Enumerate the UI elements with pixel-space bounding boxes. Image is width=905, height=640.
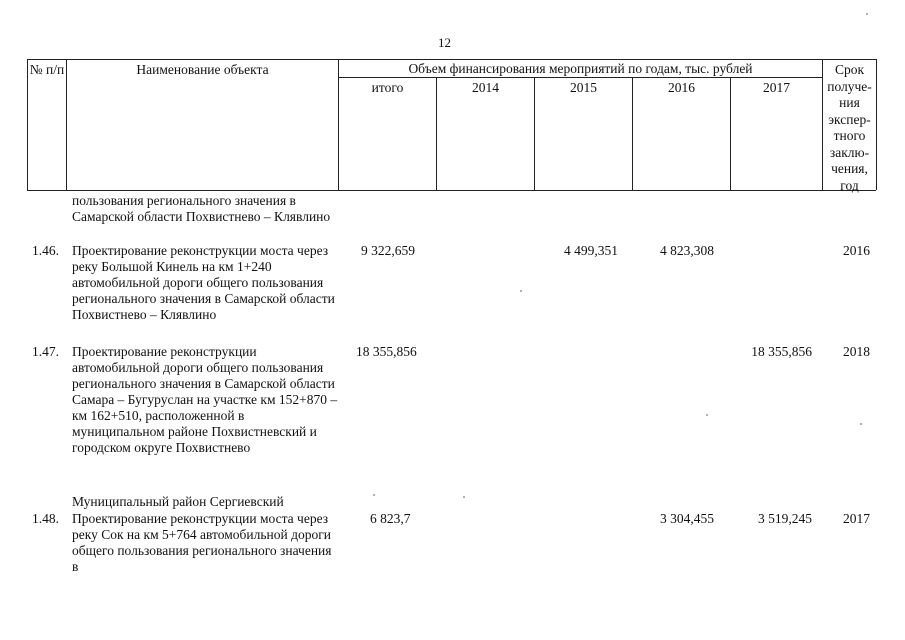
column-border: [66, 59, 67, 190]
scan-speck: [520, 290, 522, 292]
row-total: 9 322,659: [361, 243, 415, 258]
header-bottom-border: [27, 190, 876, 191]
row-deadline: 2016: [843, 243, 870, 258]
financing-subheader-border: [338, 77, 822, 78]
row-deadline: 2017: [843, 511, 870, 526]
header-num: № п/п: [29, 62, 65, 77]
row-2016-value: 3 304,455: [660, 511, 714, 526]
row-2017-value: 3 519,245: [758, 511, 812, 526]
header-year-2015: 2015: [570, 80, 597, 95]
header-year-2017: 2017: [763, 80, 790, 95]
header-year-2016: 2016: [668, 80, 695, 95]
row-number: 1.46.: [32, 243, 59, 258]
row-2017-value: 18 355,856: [751, 344, 812, 359]
row-2015-value: 4 499,351: [564, 243, 618, 258]
continuation-text: пользования регионального значения в Самарской области Похвистнево – Клявлино: [72, 193, 331, 224]
column-border: [876, 59, 877, 190]
row-object-name: Проектирование реконструкции моста через реку Сок на км 5+764 автомобильной дороги общего пользования регионального значения в: [72, 511, 332, 574]
column-border: [338, 59, 339, 190]
row-object-name: Проектирование реконструкции автомобильной дороги общего пользования регионального значения в Самарской области Самара – Бугуруслан на участке км 152+870 – км 162+510, расположенной в муниципальном районе Похвистневский и городском округе Похвистнево: [72, 344, 338, 455]
scan-speck: [860, 423, 862, 425]
table-top-border: [27, 59, 876, 60]
row-number: 1.47.: [32, 344, 59, 359]
row-deadline: 2018: [843, 344, 870, 359]
header-year-2014: 2014: [472, 80, 499, 95]
header-total: итого: [371, 80, 404, 95]
row-total: 18 355,856: [356, 344, 417, 359]
row-number: 1.48.: [32, 511, 59, 526]
header-deadline: Срок получе-ния экспер-тного заклю-чения, год: [827, 62, 872, 193]
column-border: [27, 59, 28, 190]
header-name: Наименование объекта: [136, 62, 269, 77]
row-object-name: Проектирование реконструкции моста через реку Большой Кинель на км 1+240 автомобильной дороги общего пользования регионального значения в Самарской области Похвистнево – Клявлино: [72, 243, 335, 322]
row-2016-value: 4 823,308: [660, 243, 714, 258]
scan-speck: [373, 494, 375, 496]
row-total: 6 823,7: [370, 511, 411, 526]
scan-speck: [463, 496, 465, 498]
scan-speck: [706, 414, 708, 416]
scan-speck: [866, 13, 868, 15]
section-heading: Муниципальный район Сергиевский: [72, 494, 284, 509]
header-financing: Объем финансирования мероприятий по годам, тыс. рублей: [408, 61, 753, 76]
page-number: 12: [438, 35, 451, 50]
